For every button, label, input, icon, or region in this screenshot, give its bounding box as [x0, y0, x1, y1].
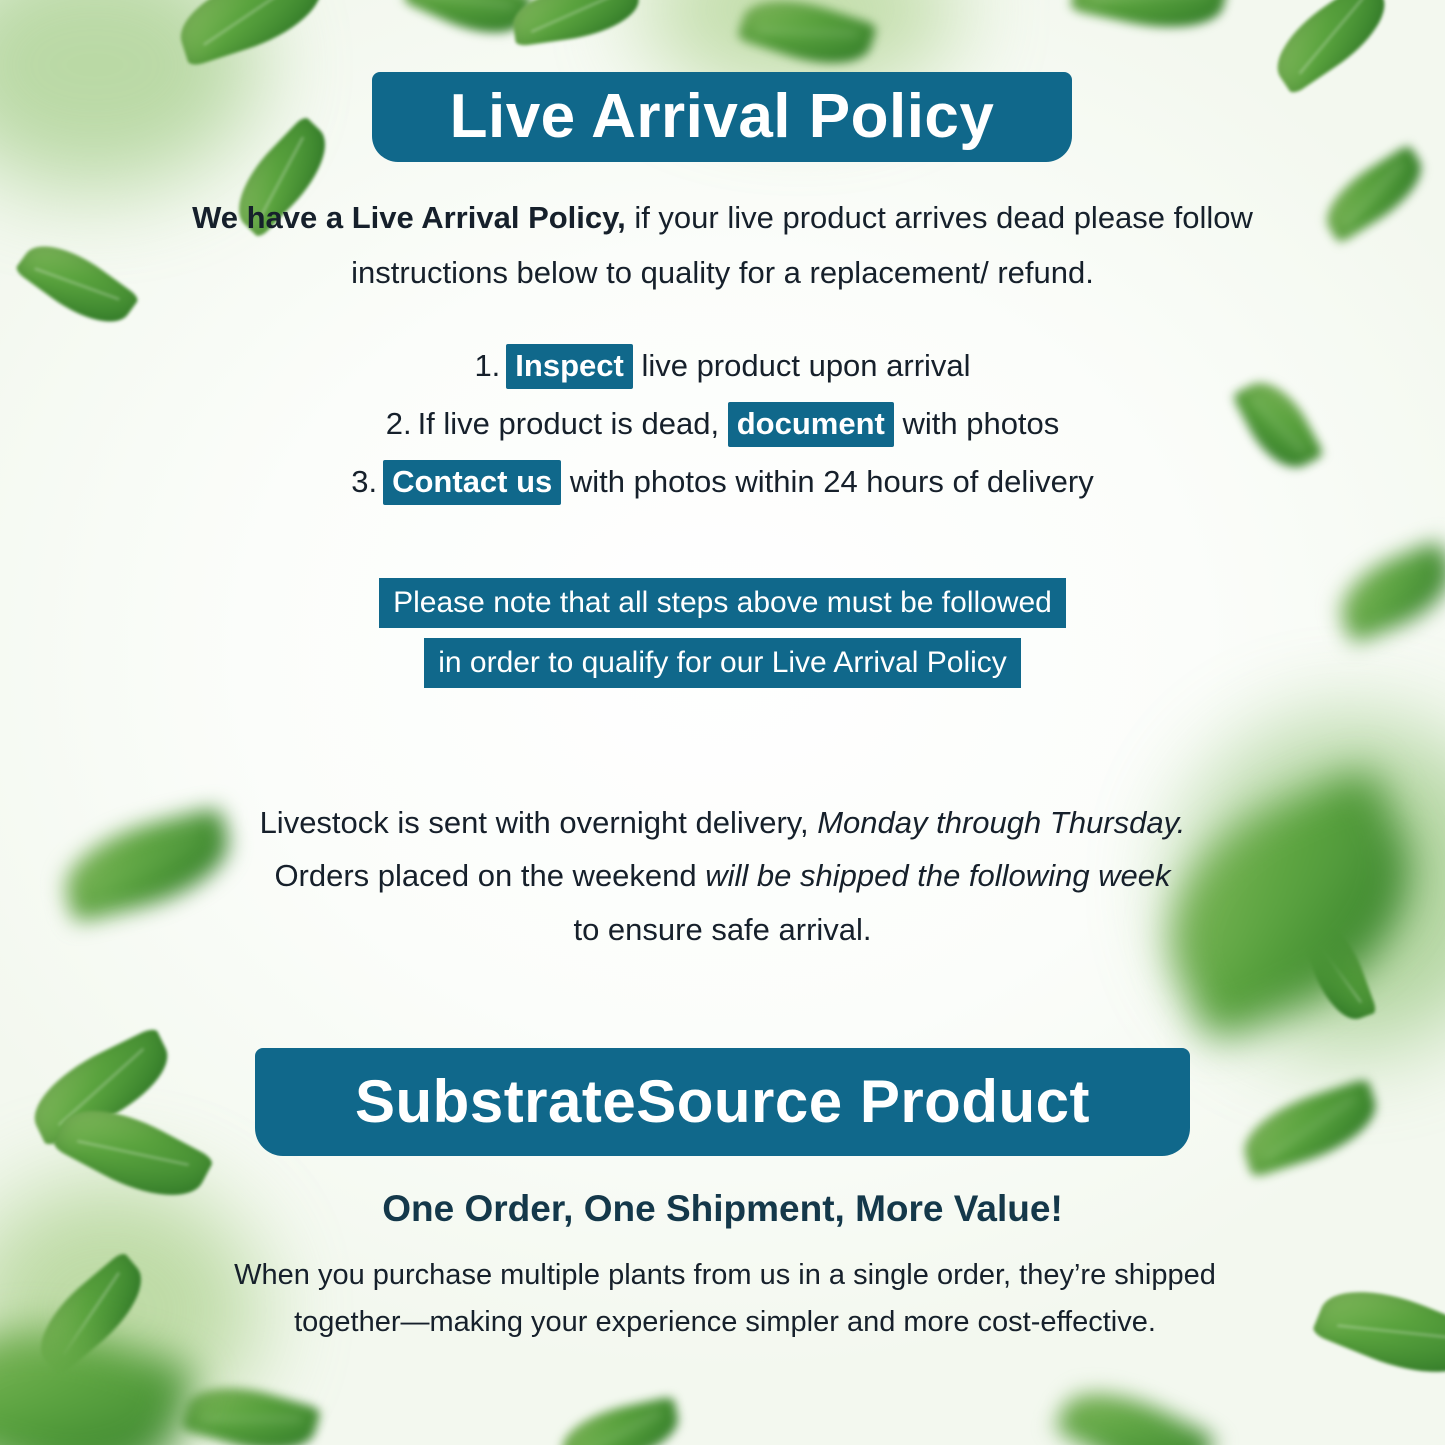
step-number: 2.	[385, 406, 412, 441]
shipping-line-1-plain: Livestock is sent with overnight delivery,	[259, 805, 818, 840]
step-text-after: with photos within 24 hours of delivery	[561, 464, 1094, 499]
policy-intro-paragraph	[150, 190, 1295, 300]
substratesource-product-title: SubstrateSource Product	[255, 1048, 1190, 1156]
shipping-line-3: to ensure safe arrival.	[573, 911, 872, 947]
product-body-paragraph	[170, 1252, 1280, 1346]
policy-intro-lead: We have a Live Arrival Policy,	[192, 200, 626, 235]
step-text-before: If live product is dead,	[417, 406, 728, 441]
product-subtitle: One Order, One Shipment, More Value!	[382, 1188, 1063, 1229]
step-highlight: document	[728, 402, 894, 447]
step-number: 1.	[474, 348, 501, 383]
step-text-after: with photos	[893, 406, 1060, 441]
shipping-line-1-emphasis: Monday through Thursday.	[817, 805, 1186, 840]
list-item	[150, 464, 1295, 500]
step-number: 3.	[351, 464, 378, 499]
shipping-paragraph	[150, 796, 1295, 956]
list-item	[150, 406, 1295, 442]
step-highlight: Inspect	[506, 344, 633, 389]
policy-note-line-1: Please note that all steps above must be followed	[379, 578, 1066, 628]
product-body-line-1: When you purchase multiple plants from us in a single order, they’re shipped	[234, 1259, 1216, 1291]
policy-steps-list	[150, 348, 1295, 522]
shipping-line-2-emphasis: will be shipped the following week	[705, 858, 1171, 894]
shipping-line-2-plain: Orders placed on the weekend	[274, 858, 706, 894]
policy-note	[150, 578, 1295, 698]
policy-note-line-2: in order to qualify for our Live Arrival Policy	[424, 638, 1021, 688]
product-body-line-2: together—making your experience simpler and more cost-effective.	[294, 1305, 1156, 1338]
live-arrival-policy-title: Live Arrival Policy	[372, 72, 1072, 162]
policy-intro-rest: if your live product arrives dead please follow instructions below to quality for a replacement/ refund.	[351, 200, 1253, 291]
step-text-after: live product upon arrival	[632, 348, 971, 383]
list-item	[150, 348, 1295, 384]
step-highlight: Contact us	[383, 460, 561, 505]
